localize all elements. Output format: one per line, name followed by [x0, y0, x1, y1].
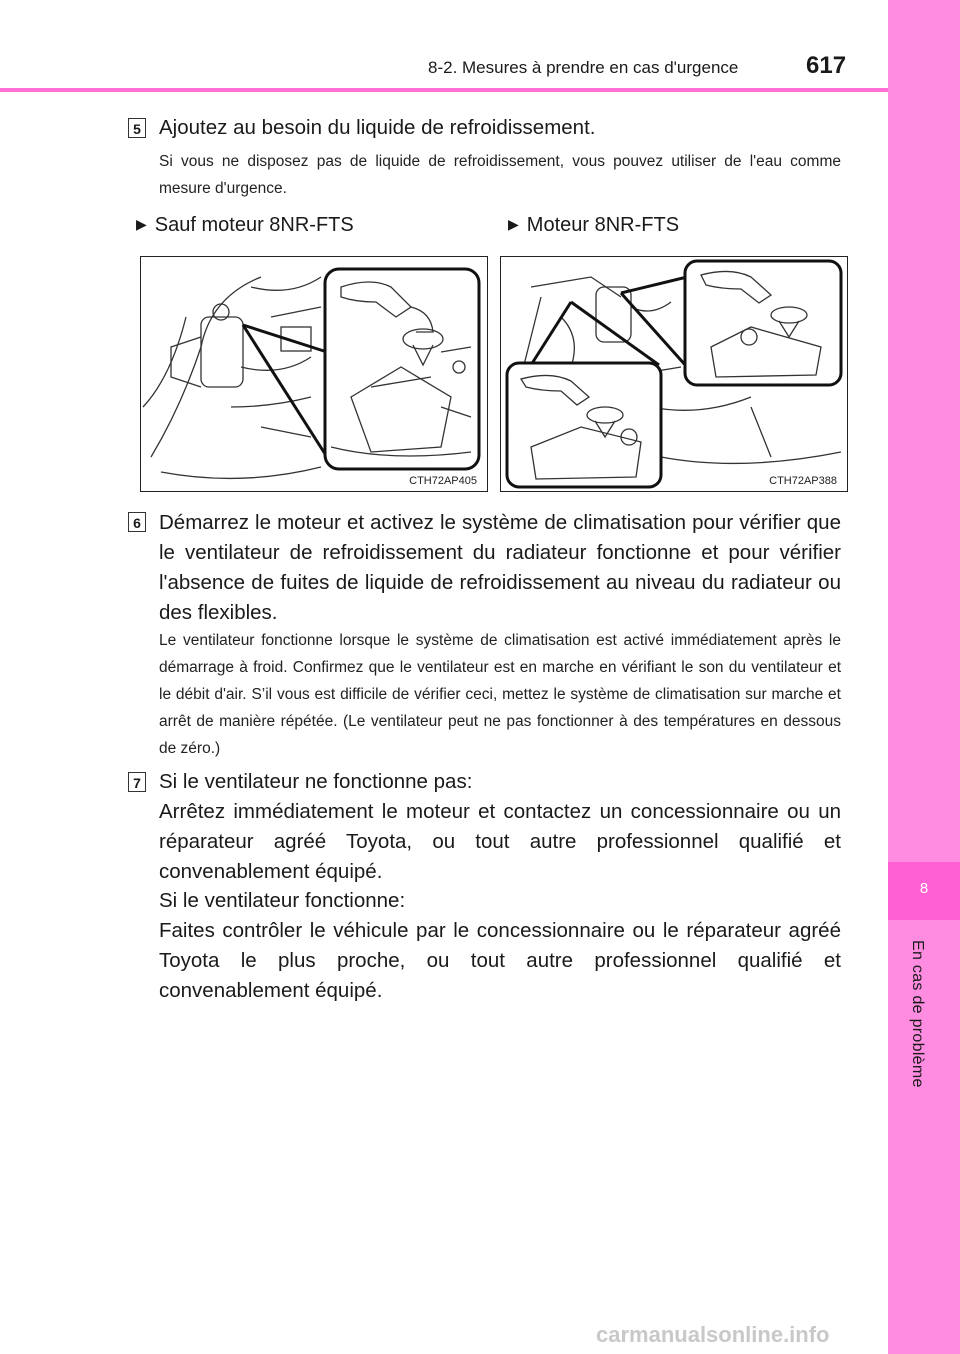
figure-1-label: ▶ Sauf moteur 8NR-FTS	[136, 214, 354, 236]
figure-1-code: CTH72AP405	[409, 475, 477, 487]
engine-illustration-2	[500, 256, 848, 492]
step-5-text: Ajoutez au besoin du liquide de refroidissement.	[159, 116, 596, 139]
chapter-sidebar	[888, 0, 960, 1354]
chapter-number: 8	[919, 880, 929, 897]
step-6-text: Démarrez le moteur et activez le système de climatisation pour vérifier que le ventilateur de refroidissement du radiateur fonctionne et pour vérifier l'absence de fuites de liquide de refroidissement au niveau du radiateur ou des flexibles.	[159, 511, 841, 624]
step-7-condition-b: Si le ventilateur fonctionne:	[159, 889, 406, 912]
step-7-condition-a: Si le ventilateur ne fonctionne pas:	[159, 770, 473, 793]
header-rule	[0, 88, 888, 92]
step-7-block-b	[159, 886, 841, 1006]
step-7-action-b: Faites contrôler le véhicule par le concessionnaire ou le réparateur agréé Toyota le plus proche, ou tout autre professionnel qualifié et convenablement équipé.	[159, 919, 841, 1002]
triangle-arrow-icon: ▶	[508, 216, 519, 232]
step-6-badge: 6	[128, 512, 146, 532]
engine-bay-drawing	[501, 257, 847, 491]
triangle-arrow-icon: ▶	[136, 216, 147, 232]
step-7-badge: 7	[128, 772, 146, 792]
step-5-badge: 5	[128, 118, 146, 138]
step-7-block-a	[159, 767, 841, 887]
figure-2-label: ▶ Moteur 8NR-FTS	[508, 214, 680, 236]
page-number: 617	[806, 52, 847, 79]
watermark: carmanualsonline.info	[596, 1322, 830, 1347]
figure-2-code: CTH72AP388	[769, 475, 837, 487]
chapter-title: En cas de problème	[909, 940, 926, 1088]
section-title: 8-2. Mesures à prendre en cas d'urgence	[428, 58, 739, 77]
step-5-note: Si vous ne disposez pas de liquide de refroidissement, vous pouvez utiliser de l'eau comme mesure d'urgence.	[159, 153, 841, 197]
step-6-note: Le ventilateur fonctionne lorsque le système de climatisation est activé immédiatement après le démarrage à froid. Confirmez que le ventilateur est en marche en vérifiant le son du ventilateur et le débit d'air. S’il vous est difficile de vérifier ceci, mettez le système de climatisation sur marche et arrêt de manière répétée. (Le ventilateur peut ne pas fonctionner à des températures en dessous de zéro.)	[159, 632, 841, 757]
engine-illustration-1	[140, 256, 488, 492]
step-7-action-a: Arrêtez immédiatement le moteur et contactez un concessionnaire ou un réparateur agréé Toyota, ou tout autre professionnel qualifié et convenablement équipé.	[159, 800, 841, 883]
engine-bay-drawing	[141, 257, 487, 491]
